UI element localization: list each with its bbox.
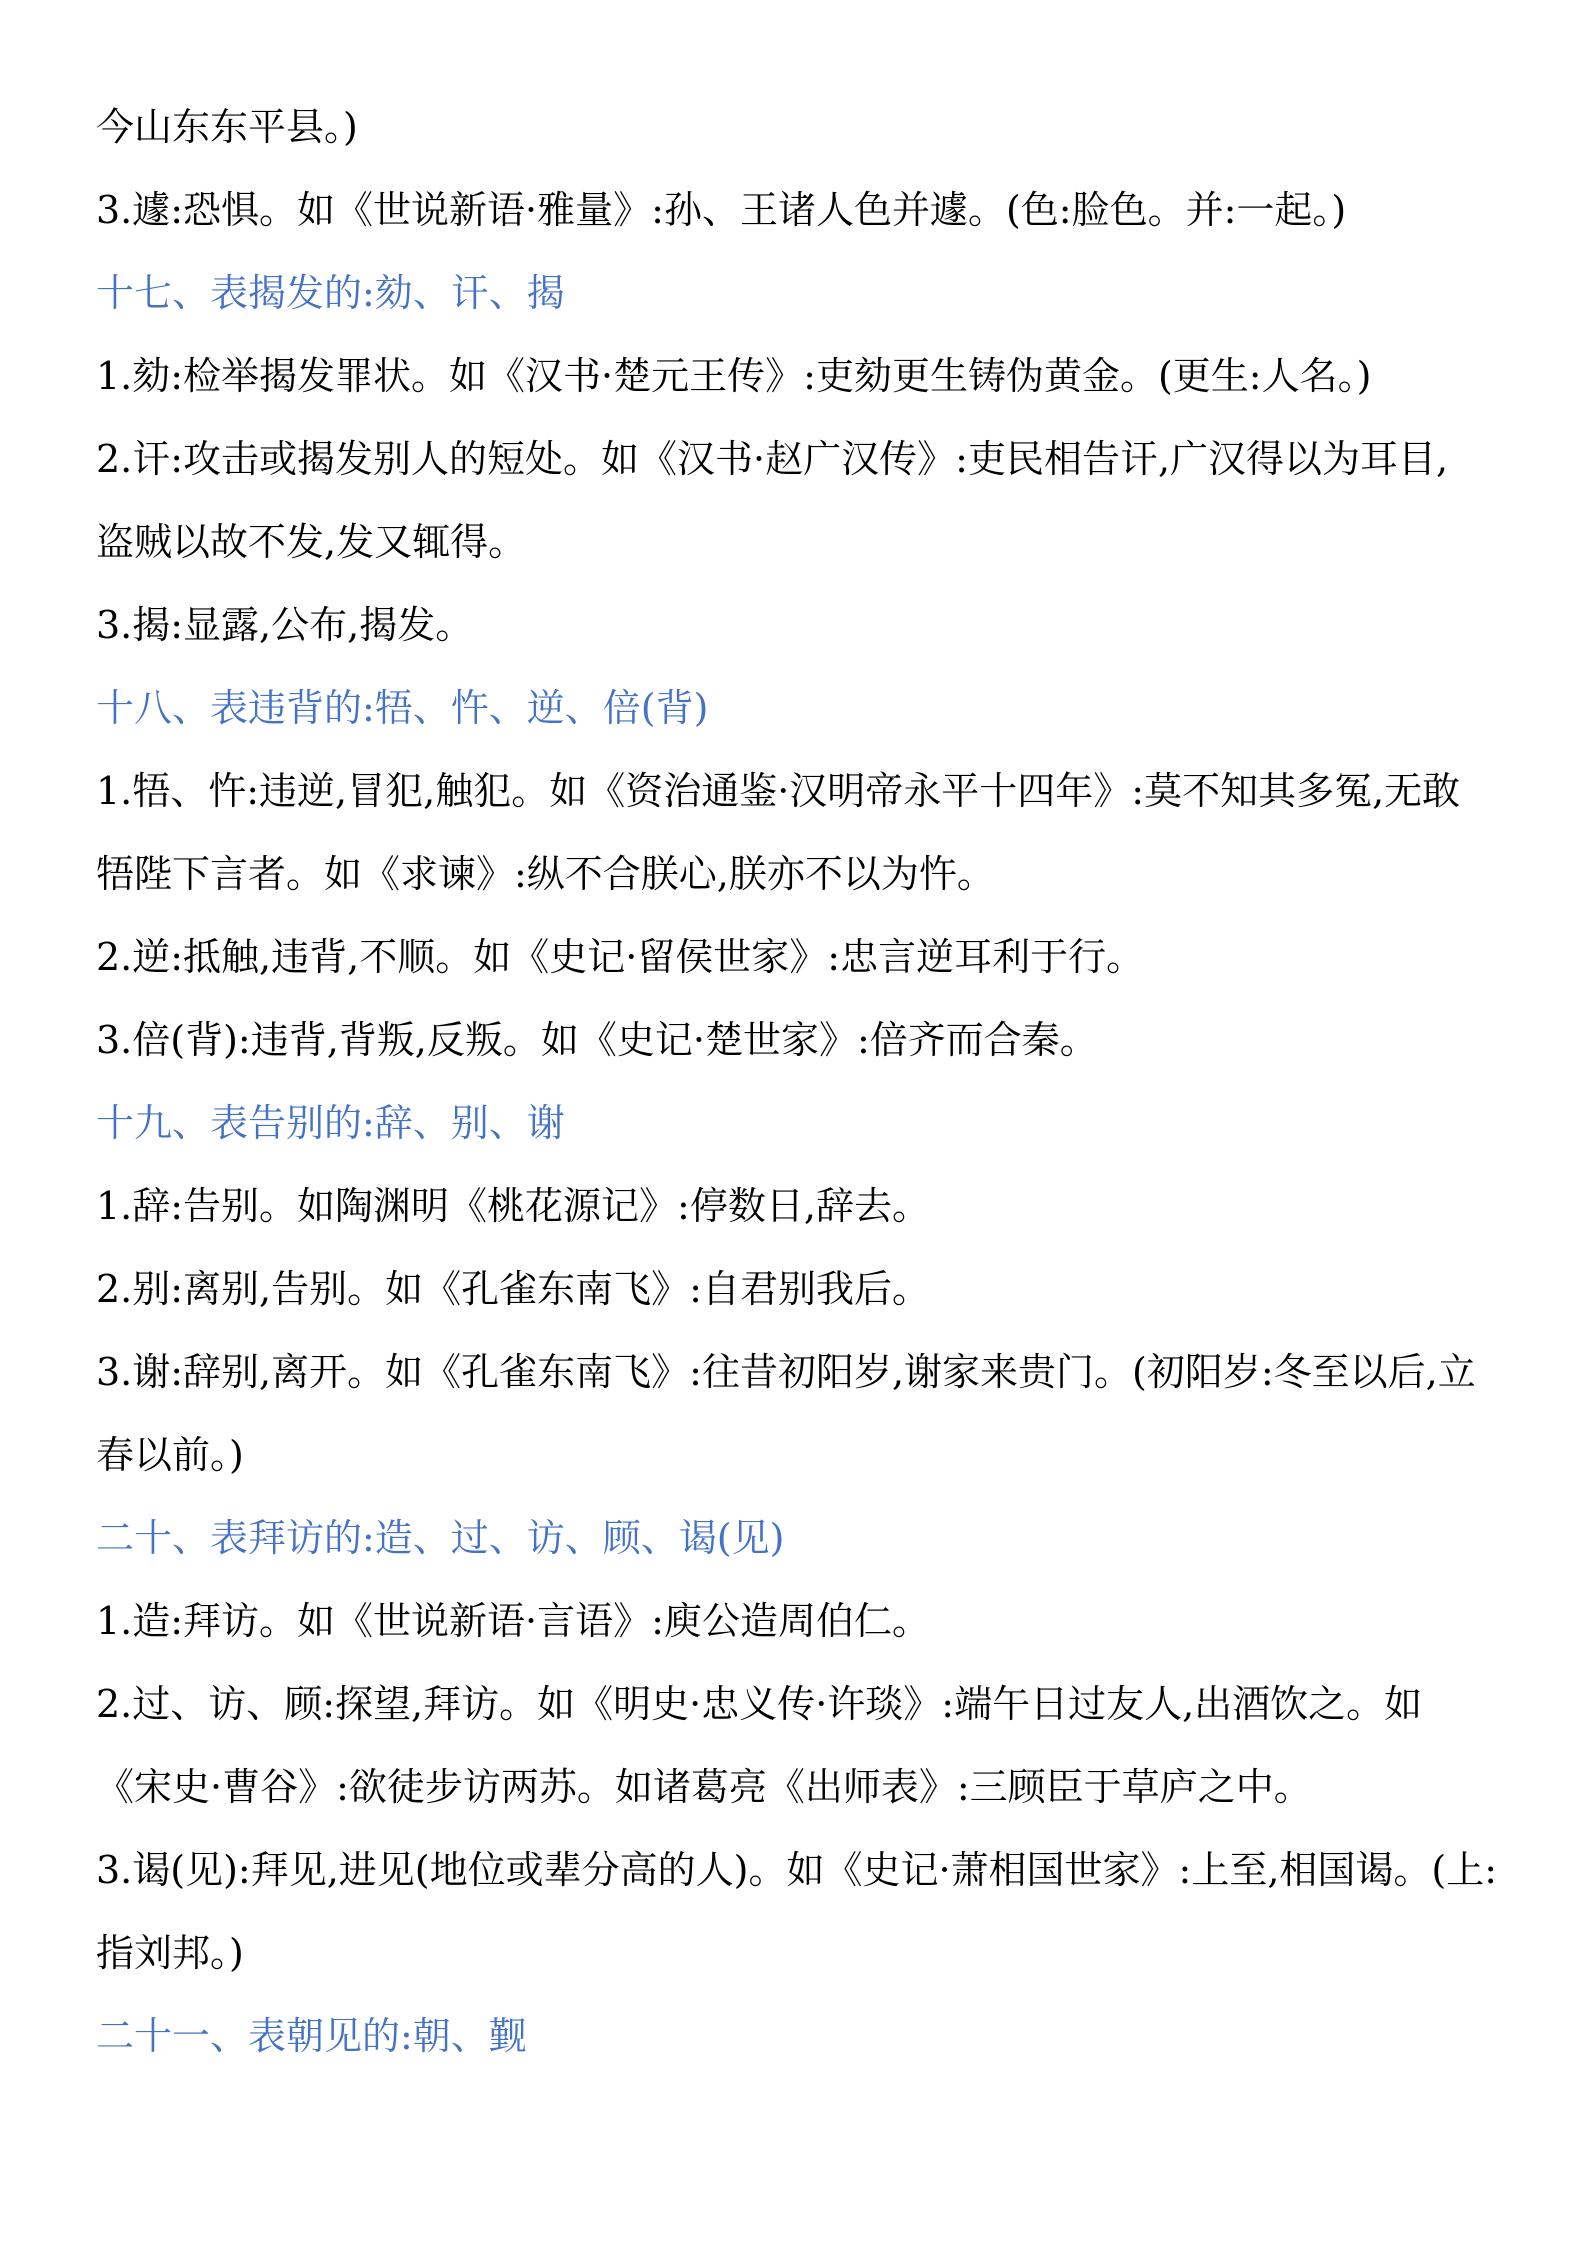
document-page [96,107,1496,2099]
section-heading: 十九、表告别的:辞、别、谢 [96,1101,565,1145]
body-line: 《宋史·曹谷》:欲徒步访两苏。如诸葛亮《出师表》:三顾臣于草庐之中。 [96,1765,1312,1809]
body-line: 3.揭:显露,公布,揭发。 [96,603,474,647]
body-line: 3.谒(见):拜见,进见(地位或辈分高的人)。如《史记·萧相国世家》:上至,相国谒。(上: [96,1848,1498,1892]
body-line: 3.遽:恐惧。如《世说新语·雅量》:孙、王诸人色并遽。(色:脸色。并:一起。) [96,188,1347,232]
body-line: 3.谢:辞别,离开。如《孔雀东南飞》:往昔初阳岁,谢家来贵门。(初阳岁:冬至以后,立 [96,1350,1476,1394]
section-heading: 十八、表违背的:牾、忤、逆、倍(背) [96,686,709,730]
body-line: 今山东东平县。) [96,105,358,149]
body-line: 1.劾:检举揭发罪状。如《汉书·楚元王传》:吏劾更生铸伪黄金。(更生:人名。) [96,354,1372,398]
body-line: 春以前。) [96,1433,244,1477]
body-line: 1.辞:告别。如陶渊明《桃花源记》:停数日,辞去。 [96,1184,930,1228]
body-line: 指刘邦。) [96,1931,244,1975]
body-line: 1.造:拜访。如《世说新语·言语》:庾公造周伯仁。 [96,1599,930,1643]
section-heading: 二十一、表朝见的:朝、觐 [96,2014,527,2058]
body-line: 盗贼以故不发,发又辄得。 [96,520,527,564]
body-line: 2.过、访、顾:探望,拜访。如《明史·忠义传·许琰》:端午日过友人,出酒饮之。如 [96,1682,1423,1726]
section-heading: 十七、表揭发的:劾、讦、揭 [96,271,565,315]
body-line: 牾陛下言者。如《求谏》:纵不合朕心,朕亦不以为忤。 [96,852,995,896]
body-line: 3.倍(背):违背,背叛,反叛。如《史记·楚世家》:倍齐而合秦。 [96,1018,1098,1062]
body-line: 1.牾、忤:违逆,冒犯,触犯。如《资治通鉴·汉明帝永平十四年》:莫不知其多冤,无敢 [96,769,1461,813]
body-line: 2.别:离别,告别。如《孔雀东南飞》:自君别我后。 [96,1267,930,1311]
body-line: 2.逆:抵触,违背,不顺。如《史记·留侯世家》:忠言逆耳利于行。 [96,935,1145,979]
section-heading: 二十、表拜访的:造、过、访、顾、谒(见) [96,1516,785,1560]
body-line: 2.讦:攻击或揭发别人的短处。如《汉书·赵广汉传》:吏民相告讦,广汉得以为耳目, [96,437,1449,481]
